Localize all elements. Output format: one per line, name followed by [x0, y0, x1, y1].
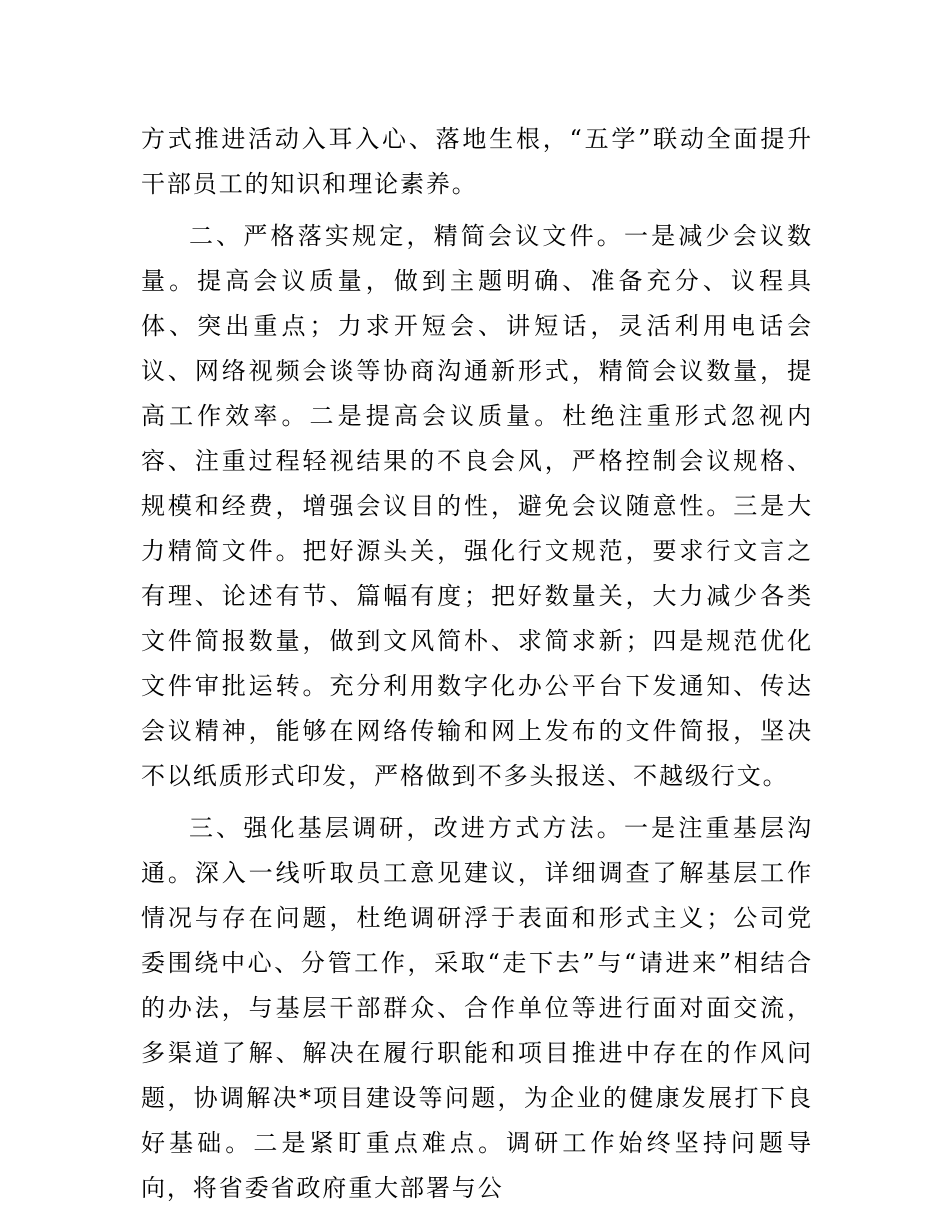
paragraph-section-two: 二、严格落实规定，精简会议文件。一是减少会议数量。提高会议质量，做到主题明确、准备充分、议程具体、突出重点；力求开短会、讲短话，灵活利用电话会议、网络视频会谈等协商沟通新形式，精简会议数量，提高工作效率。二是提高会议质量。杜绝注重形式忽视内容、注重过程轻视结果的不良会风，严格控制会议规格、规模和经费，增强会议目的性，避免会议随意性。三是大力精简文件。把好源头关，强化行文规范，要求行文言之有理、论述有节、篇幅有度；把好数量关，大力减少各类文件简报数量，做到文风简朴、求简求新；四是规范优化文件审批运转。充分利用数字化办公平台下发通知、传达会议精神，能够在网络传输和网上发布的文件简报，坚决不以纸质形式印发，严格做到不多头报送、不越级行文。 — [141, 222, 813, 790]
document-body — [141, 117, 813, 1211]
paragraph-section-three: 三、强化基层调研，改进方式方法。一是注重基层沟通。深入一线听取员工意见建议，详细调查了解基层工作情况与存在问题，杜绝调研浮于表面和形式主义；公司党委围绕中心、分管工作，采取“走下去”与“请进来”相结合的办法，与基层干部群众、合作单位等进行面对面交流，多渠道了解、解决在履行职能和项目推进中存在的作风问题，协调解决*项目建设等问题，为企业的健康发展打下良好基础。二是紧盯重点难点。调研工作始终坚持问题导向，将省委省政府重大部署与公 — [141, 814, 813, 1202]
paragraph-continuation: 方式推进活动入耳入心、落地生根，“五学”联动全面提升干部员工的知识和理论素养。 — [141, 125, 813, 198]
